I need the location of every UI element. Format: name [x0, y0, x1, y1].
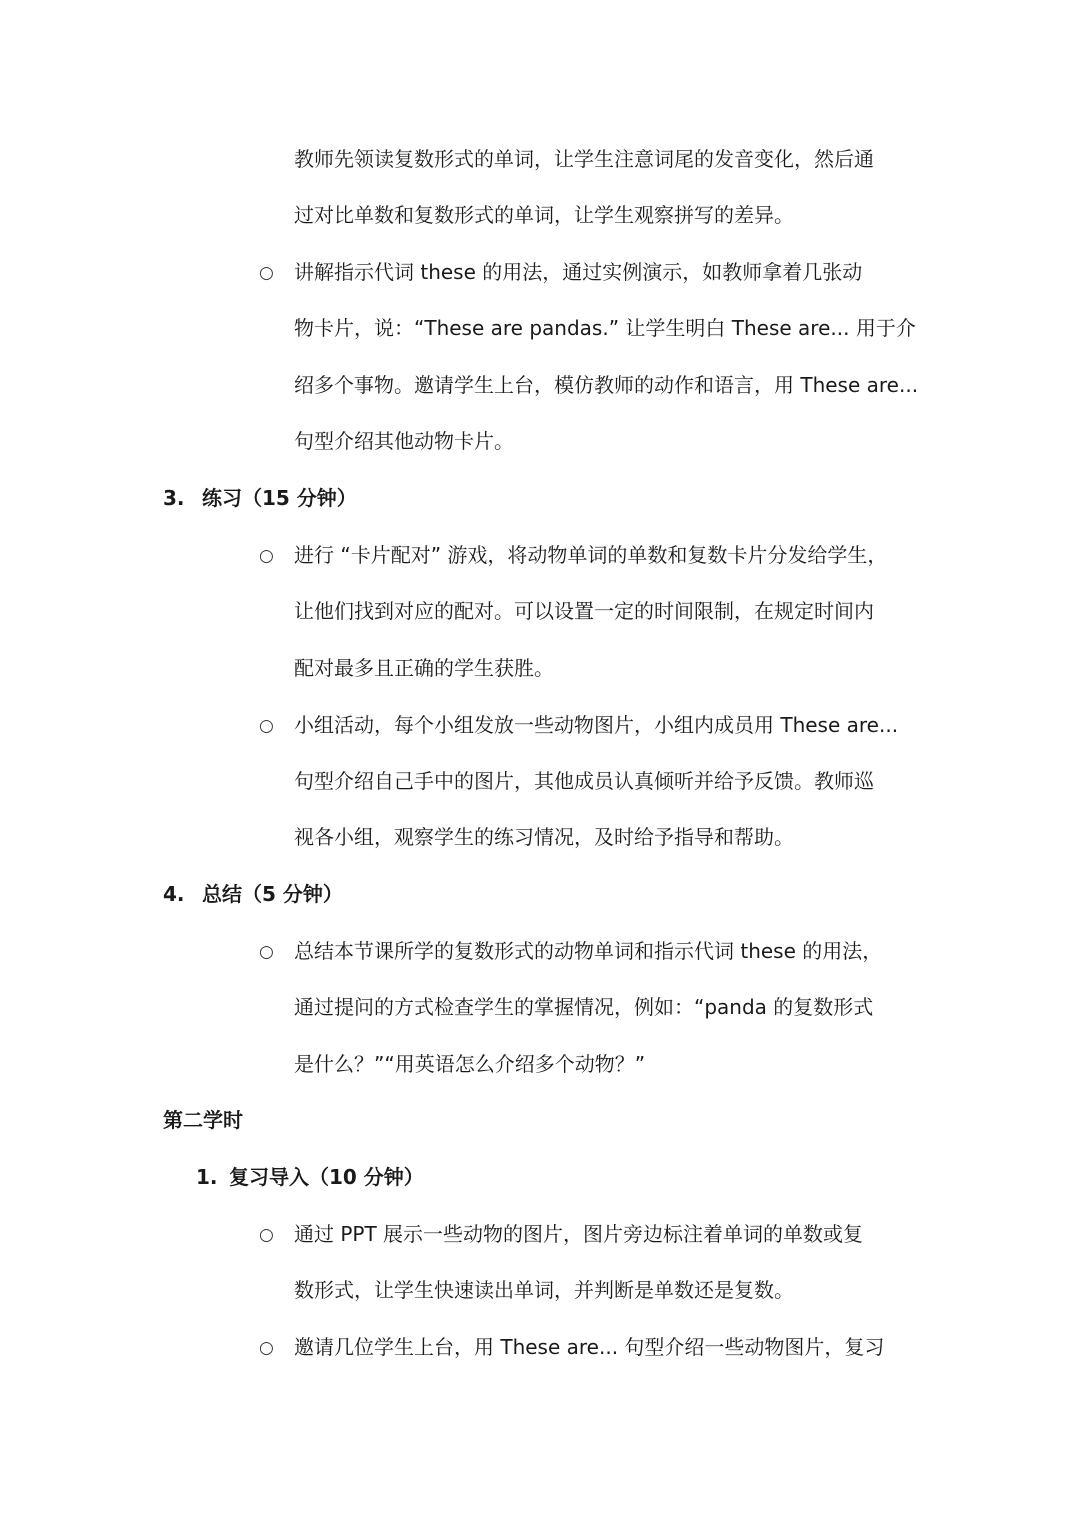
list-bullet-icon: ○: [259, 546, 274, 566]
list-item-line: 小组活动，每个小组发放一些动物图片，小组内成员用 These are...: [294, 713, 899, 737]
list-item-line: 通过提问的方式检查学生的掌握情况，例如：“panda 的复数形式: [294, 995, 874, 1019]
list-bullet-icon: ○: [259, 942, 274, 962]
section-title: 总结（5 分钟）: [202, 882, 343, 906]
list-item-line: 通过 PPT 展示一些动物的图片，图片旁边标注着单词的单数或复: [294, 1222, 864, 1246]
list-bullet-icon: ○: [259, 1225, 274, 1245]
list-item-line: 邀请几位学生上台，用 These are... 句型介绍一些动物图片，复习: [294, 1335, 885, 1359]
list-item-line: 句型介绍自己手中的图片，其他成员认真倾听并给予反馈。教师巡: [294, 769, 874, 793]
lesson-heading: 第二学时: [163, 1108, 243, 1132]
list-item-line: 讲解指示代词 these 的用法，通过实例演示，如教师拿着几张动: [294, 260, 863, 284]
list-item-line: 句型介绍其他动物卡片。: [294, 429, 514, 453]
list-bullet-icon: ○: [259, 716, 274, 736]
list-item-line: 总结本节课所学的复数形式的动物单词和指示代词 these 的用法，: [294, 939, 883, 963]
list-item-line: 物卡片，说：“These are pandas.” 让学生明白 These are... 用于介: [294, 316, 916, 340]
list-item-line: 视各小组，观察学生的练习情况，及时给予指导和帮助。: [294, 825, 794, 849]
list-bullet-icon: ○: [259, 1338, 274, 1358]
list-item-line: 是什么？”“用英语怎么介绍多个动物？”: [294, 1052, 646, 1076]
list-item-line: 绍多个事物。邀请学生上台，模仿教师的动作和语言，用 These are...: [294, 373, 919, 397]
list-item-line: 进行 “卡片配对” 游戏，将动物单词的单数和复数卡片分发给学生，: [294, 543, 888, 567]
section-number: 1.: [196, 1165, 218, 1189]
section-number: 3.: [163, 486, 185, 510]
paragraph-line: 教师先领读复数形式的单词，让学生注意词尾的发音变化，然后通: [294, 147, 874, 171]
section-number: 4.: [163, 882, 185, 906]
paragraph-line: 过对比单数和复数形式的单词，让学生观察拼写的差异。: [294, 203, 794, 227]
list-item-line: 数形式，让学生快速读出单词，并判断是单数还是复数。: [294, 1278, 794, 1302]
list-bullet-icon: ○: [259, 263, 274, 283]
section-heading: [163, 483, 357, 513]
section-heading: [163, 879, 343, 909]
list-item-line: 配对最多且正确的学生获胜。: [294, 656, 554, 680]
section-heading: [196, 1162, 424, 1192]
section-title: 复习导入（10 分钟）: [229, 1165, 424, 1189]
list-item-line: 让他们找到对应的配对。可以设置一定的时间限制，在规定时间内: [294, 599, 874, 623]
section-title: 练习（15 分钟）: [202, 486, 357, 510]
